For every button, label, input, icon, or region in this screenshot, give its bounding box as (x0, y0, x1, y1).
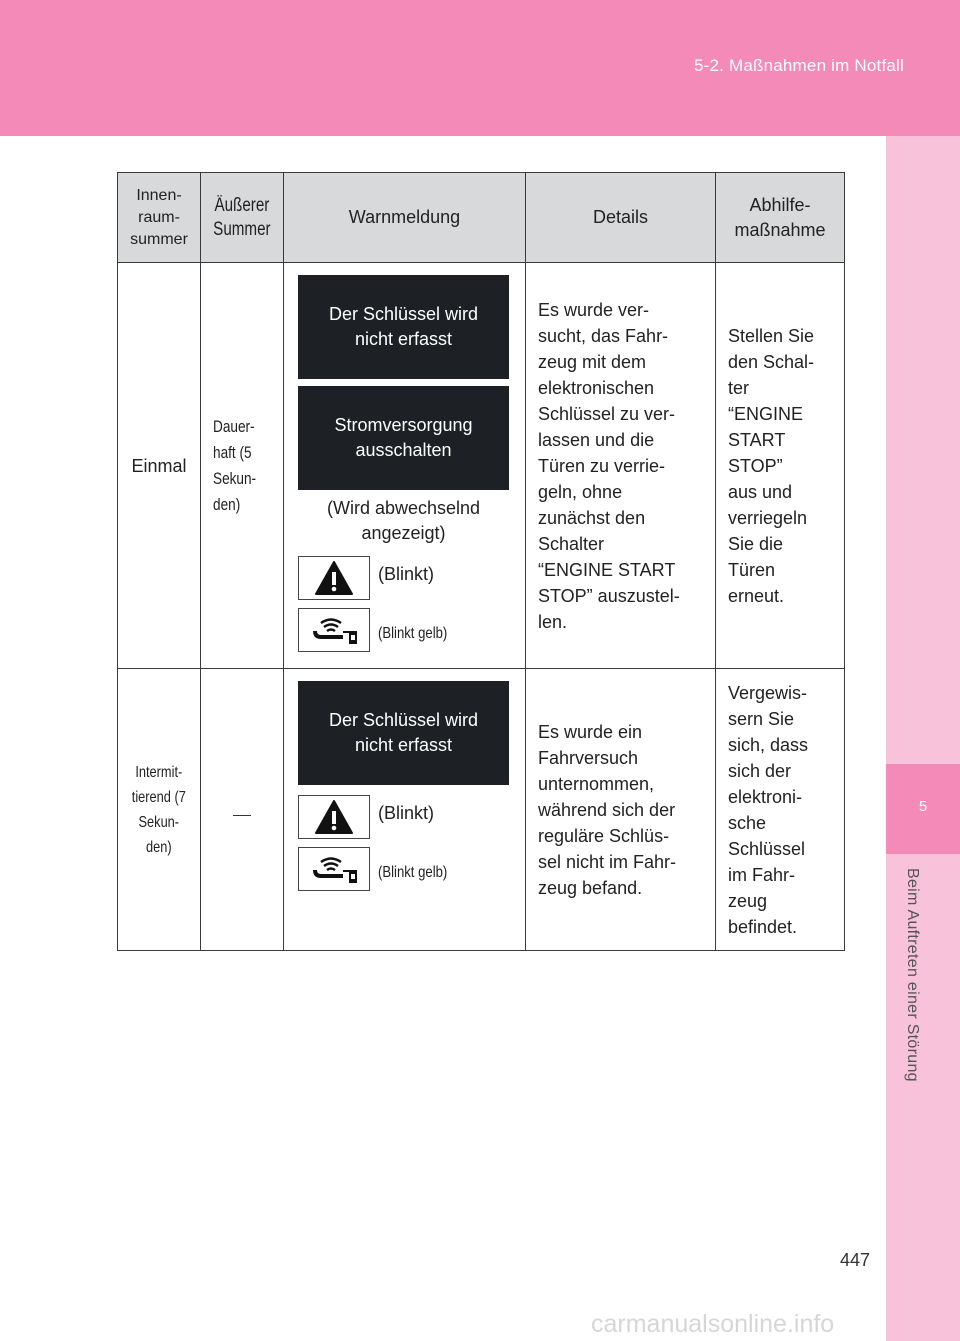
header-interior-buzzer: Innen- raum- summer (118, 173, 201, 263)
header-remedy: Abhilfe- maßnahme (716, 173, 845, 263)
warning-table (117, 172, 845, 951)
section-title: 5-2. Maßnahmen im Notfall (693, 56, 904, 75)
blink-yellow-label: (Blinkt gelb) (378, 625, 448, 642)
none-dash (233, 815, 251, 816)
remedy-cell: Stellen Sie den Schal- ter “ENGINE START STOP” aus und verriegeln Sie die Türen erneut. (716, 263, 845, 669)
message-display-key-not-detected: Der Schlüssel wird nicht erfasst (298, 275, 509, 379)
blink-label: (Blinkt) (378, 564, 435, 584)
chapter-tab (886, 764, 960, 854)
exterior-buzzer-cell: Dauer- haft (5 Sekun- den) (201, 263, 284, 669)
smart-key-indicator-icon (298, 847, 370, 891)
icon-row (298, 556, 525, 600)
blink-label: (Blinkt) (378, 803, 435, 823)
details-cell: Es wurde ein Fahrversuch unternommen, während sich der reguläre Schlüs- sel nicht im Fahr- zeug befand. (526, 669, 716, 951)
interior-buzzer-cell: Intermit- tierend (7 Sekun- den) (118, 669, 201, 951)
table-row (118, 669, 845, 951)
watermark: carmanualsonline.info (591, 1310, 835, 1338)
header-details: Details (526, 173, 716, 263)
table-header-row (118, 173, 845, 263)
table-row (118, 263, 845, 669)
icon-row (298, 608, 525, 652)
exterior-buzzer-cell (201, 669, 284, 951)
alternating-note: (Wird abwechselnd angezeigt) (326, 498, 481, 543)
remedy-cell: Vergewis- sern Sie sich, dass sich der elektroni- sche Schlüssel im Fahr- zeug befindet. (716, 669, 845, 951)
header-warning-message: Warnmeldung (284, 173, 526, 263)
icon-row (298, 847, 525, 891)
chapter-number: 5 (918, 798, 928, 815)
warning-triangle-icon (298, 556, 370, 600)
icon-row (298, 795, 525, 839)
blink-yellow-label: (Blinkt gelb) (378, 864, 448, 881)
interior-buzzer-cell: Einmal (118, 263, 201, 669)
chapter-title: Beim Auftreten einer Störung (904, 868, 921, 1082)
chapter-strip (886, 136, 960, 1341)
details-cell: Es wurde ver- sucht, das Fahr- zeug mit dem elektronischen Schlüssel zu ver- lassen und die Türen zu verrie- geln, ohne zunächst den Schalter “ENGINE START STOP” auszustel- len. (526, 263, 716, 669)
warning-message-cell (284, 263, 526, 669)
message-display-power-off: Stromversorgung ausschalten (298, 386, 509, 490)
message-display-key-not-detected: Der Schlüssel wird nicht erfasst (298, 681, 509, 785)
header-exterior-buzzer: Äußerer Summer (201, 173, 284, 263)
warning-message-cell (284, 669, 526, 951)
warning-triangle-icon (298, 795, 370, 839)
page-number: 447 (840, 1250, 871, 1270)
smart-key-indicator-icon (298, 608, 370, 652)
